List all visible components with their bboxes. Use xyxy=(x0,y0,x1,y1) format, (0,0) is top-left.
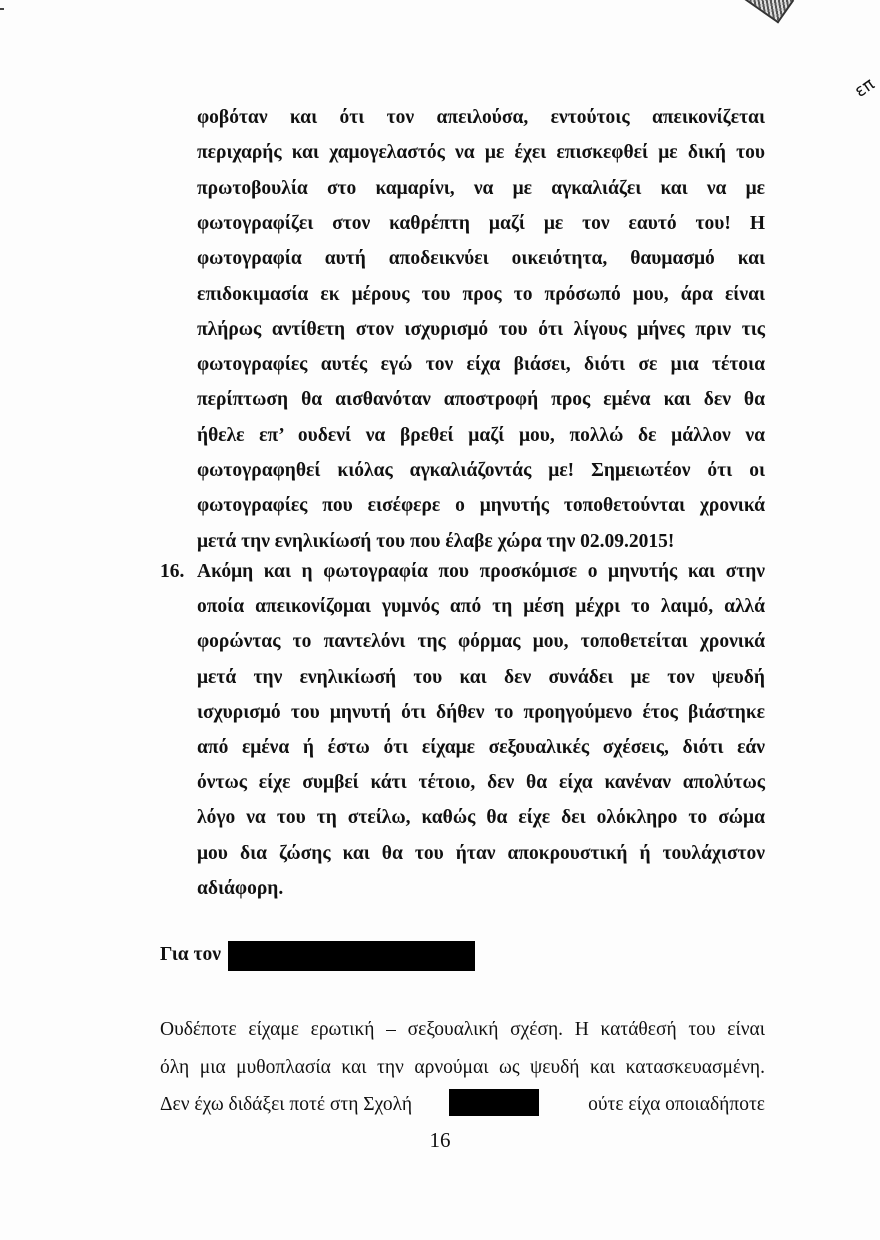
text-line: φωτογραφηθεί κιόλας αγκαλιάζοντάς με! Σημειωτέον ότι οι xyxy=(197,460,765,481)
redaction-school xyxy=(449,1089,539,1116)
page-number: 16 xyxy=(429,1128,451,1152)
paragraph-line: Ουδέποτε είχαμε ερωτική – σεξουαλική σχέση. Η κατάθεσή του είναι xyxy=(160,1019,765,1040)
text-line: μου δια ζώσης και θα του ήταν αποκρουστική ή τουλάχιστον xyxy=(197,842,765,864)
text-line: φορώντας το παντελόνι της φόρμας μου, τοποθετείται χρονικά xyxy=(197,631,765,653)
text-line: φωτογραφία αυτή αποδεικνύει οικειότητα, θαυμασμό και xyxy=(197,248,765,270)
redaction-name xyxy=(228,941,475,971)
stamp-fragment xyxy=(744,0,794,24)
text-line: μετά την ενηλικίωσή του και δεν συνάδει με τον ψευδή xyxy=(197,666,765,688)
paragraph-line-after-redaction: ούτε είχα οποιαδήποτε xyxy=(588,1094,765,1115)
text-line: περιχαρής και χαμογελαστός να με έχει επισκεφθεί με δική του xyxy=(197,142,765,164)
margin-note: επ xyxy=(850,74,878,102)
item-number: 16. xyxy=(160,561,185,582)
text-line: αδιάφορη. xyxy=(197,877,284,899)
text-line: ισχυρισμό του μηνυτή ότι δήθεν το προηγούμενο έτος βιάστηκε xyxy=(197,701,765,723)
text-line: ήθελε επ’ ουδενί να βρεθεί μαζί μου, πολλώ δε μάλλον να xyxy=(197,424,765,446)
text-line: πρωτοβουλία στο καμαρίνι, να με αγκαλιάζει και να με xyxy=(197,177,765,199)
text-line: επιδοκιμασία εκ μέρους του προς το πρόσωπό μου, άρα είναι xyxy=(197,283,765,305)
paragraph-line: όλη μια μυθοπλασία και την αρνούμαι ως ψευδή και κατασκευασμένη. xyxy=(160,1057,765,1078)
text-line: φωτογραφίες που εισέφερε ο μηνυτής τοποθετούνται χρονικά xyxy=(197,495,765,517)
text-line: όντως είχε συμβεί κάτι τέτοιο, δεν θα είχα κανέναν απολύτως xyxy=(197,772,765,794)
text-line: λόγο να του τη στείλω, καθώς θα είχε δει ολόκληρο το σώμα xyxy=(197,807,765,829)
text-line: Ακόμη και η φωτογραφία που προσκόμισε ο μηνυτής και στην xyxy=(197,561,765,582)
text-line: φωτογραφίες αυτές εγώ τον είχα βιάσει, διότι σε μια τέτοια xyxy=(197,354,765,376)
text-line: φοβόταν και ότι τον απειλούσα, εντούτοις απεικονίζεται xyxy=(197,107,765,128)
paragraph-line-before-redaction: Δεν έχω διδάξει ποτέ στη Σχολή xyxy=(160,1094,413,1115)
text-line: περίπτωση θα αισθανόταν αποστροφή προς εμένα και δεν θα xyxy=(197,389,765,411)
text-line: φωτογραφίζει στον καθρέπτη μαζί με τον εαυτό του! Η xyxy=(197,212,765,234)
text-line: από εμένα ή έστω ότι είχαμε σεξουαλικές σχέσεις, διότι εάν xyxy=(197,737,765,758)
text-line: πλήρως αντίθετη στον ισχυρισμό του ότι λίγους μήνες πριν τις xyxy=(197,318,765,340)
scan-mark xyxy=(0,8,4,10)
section-heading: Για τον xyxy=(160,944,221,965)
text-line: οποία απεικονίζομαι γυμνός από τη μέση μέχρι το λαιμό, αλλά xyxy=(197,596,765,618)
text-line: μετά την ενηλικίωσή του που έλαβε χώρα την 02.09.2015! xyxy=(197,530,675,552)
